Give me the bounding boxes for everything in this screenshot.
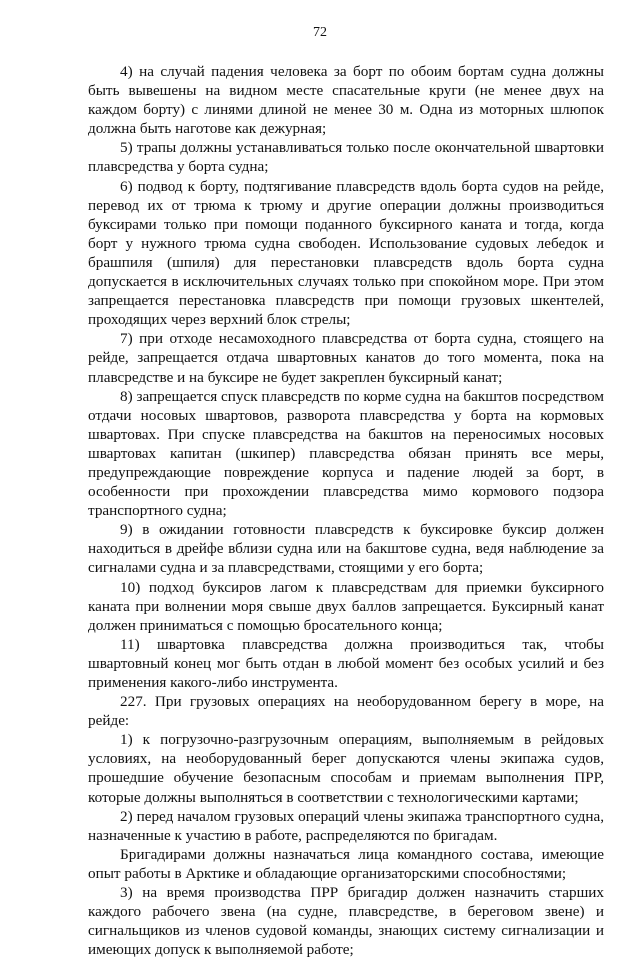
paragraph-item-11: 11) швартовка плавсредства должна производиться так, чтобы швартовный конец мог быть отдан в любой момент без особых усилий и без применения какого-либо инструмента. <box>88 635 604 691</box>
paragraph-item-8: 8) запрещается спуск плавсредств по корме судна на бакштов посредством отдачи носовых швартовов, разворота плавсредства у борта на кормовых швартовах. При спуске плавсредства на бакштов на переносимых носовых швартовах капитан (шкипер) плавсредства обязан принять все меры, предупреждающие повреждение корпуса и падение людей за борт, в особенности при прохождении плавсредства мимо кормового подзора транспортного судна; <box>88 387 604 520</box>
paragraph-item-7: 7) при отходе несамоходного плавсредства от борта судна, стоящего на рейде, запрещается отдача швартовных канатов до того момента, пока на плавсредстве и на буксире не будет закреплен буксирный канат; <box>88 330 604 386</box>
paragraph-item-10: 10) подход буксиров лагом к плавсредствам для приемки буксирного каната при волнении моря свыше двух баллов запрещается. Буксирный канат должен приниматься с помощью бросательного конца; <box>88 578 604 634</box>
paragraph-227-item-1: 1) к погрузочно-разгрузочным операциям, выполняемым в рейдовых условиях, на необорудованный берег допускаются члены экипажа судов, прошедшие обучение безопасным способам и приемам выполнения ПРР, которые должны выполняться в соответствии с технологическими картами; <box>88 731 604 806</box>
paragraph-227-item-2: 2) перед началом грузовых операций члены экипажа транспортного судна, назначенные к участию в работе, распределяются по бригадам. <box>88 807 604 844</box>
document-body <box>88 62 604 959</box>
paragraph-227-item-3: 3) на время производства ПРР бригадир должен назначить старших каждого рабочего звена (на судне, плавсредстве, в береговом звене) и сигнальщиков из членов судовой команды, знающих систему сигнализации и имеющих допуск к выполняемой работе; <box>88 884 604 959</box>
paragraph-item-9: 9) в ожидании готовности плавсредств к буксировке буксир должен находиться в дрейфе вблизи судна или на бакштове судна, ведя наблюдение за сигналами судна и за плавсредствами, стоящими у его борта; <box>88 521 604 577</box>
section-227-heading: 227. При грузовых операциях на необорудованном берегу в море, на рейде: <box>88 693 604 730</box>
paragraph-item-4: 4) на случай падения человека за борт по обоим бортам судна должны быть вывешены на видном месте спасательные круги (не менее двух на каждом борту) с линями длиной не менее 30 м. Одна из моторных шлюпок должна быть наготове как дежурная; <box>88 63 604 138</box>
page-number: 72 <box>313 25 327 40</box>
paragraph-item-6: 6) подвод к борту, подтягивание плавсредств вдоль борта судов на рейде, перевод их от трюма к трюму и другие операции должны производиться буксирами только при помощи поданного буксирного каната и тогда, когда борт у нужного трюма судна свободен. Использование судовых лебедок и брашпиля (шпиля) для перестановки плавсредств вдоль борта судна допускается в исключительных случаях только при спокойном море. При этом запрещается перестановка плавсредств при помощи грузовых шкентелей, проходящих через верхний блок стрелы; <box>88 177 604 329</box>
paragraph-item-5: 5) трапы должны устанавливаться только после окончательной швартовки плавсредства у борта судна; <box>88 139 604 176</box>
paragraph-brigadiers: Бригадирами должны назначаться лица командного состава, имеющие опыт работы в Арктике и обладающие организаторскими способностями; <box>88 845 604 882</box>
